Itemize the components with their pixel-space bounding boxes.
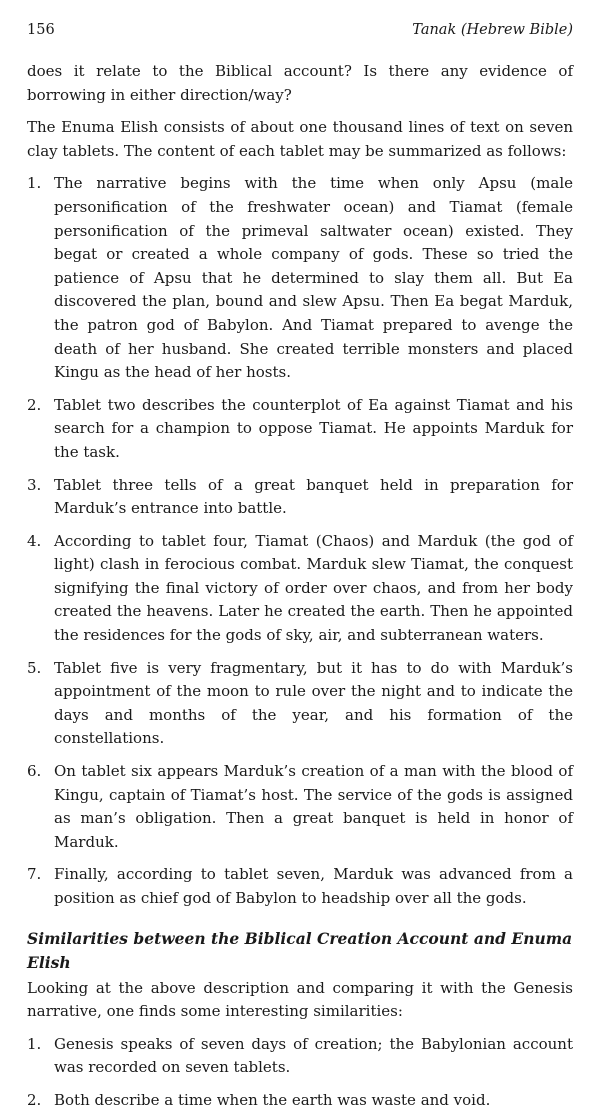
item-text: Genesis speaks of seven days of creation; the Babylonian account was recorded on seven tablets. [54,1034,573,1077]
item-text: Finally, according to tablet seven, Marduk was advanced from a position as chief god of Babylon to headship over all the gods. [54,865,573,907]
item-text: On tablet six appears Marduk’s creation of a man with the blood of Kingu, captain of Tiamat’s host. The service of the gods is assigned as man’s obligation. Then a great banquet is held in honor of Marduk. [54,762,573,851]
similarity-item-2 [27,1089,573,1113]
item-number: 1. [27,1034,42,1053]
item-number: 5. [27,658,42,677]
item-text: Tablet two describes the counterplot of Ea against Tiamat and his search for a champion to oppose Tiamat. He appoints Marduk for the task. [54,395,573,461]
item-number: 2. [27,1090,42,1109]
item-number: 4. [27,531,42,550]
item-number: 2. [27,395,42,414]
similarities-list [27,1033,573,1113]
item-text: Tablet three tells of a great banquet held in preparation for Marduk’s entrance into battle. [54,475,573,518]
tablet-item-6 [27,760,573,854]
section-intro-paragraph: Looking at the above description and comparing it with the Genesis narrative, one finds some interesting similarities: [27,978,573,1021]
running-head [27,22,573,46]
tablet-item-2 [27,394,573,465]
item-number: 6. [27,762,42,781]
item-number: 7. [27,865,42,884]
item-number: 1. [27,174,42,193]
similarity-item-1 [27,1033,573,1080]
item-number: 3. [27,475,42,494]
item-text: Tablet five is very fragmentary, but it has to do with Marduk’s appointment of the moon to rule over the night and to indicate the days and months of the year, and his formation of the constellations. [54,658,573,748]
tablet-list [27,172,573,910]
intro-paragraph-1: does it relate to the Biblical account? Is there any evidence of borrowing in either direction/way? [27,62,573,104]
section-heading: Similarities between the Biblical Creation Account and Enuma Elish [27,928,573,972]
intro-paragraph-2: The Enuma Elish consists of about one thousand lines of text on seven clay tablets. The content of each tablet may be summarized as follows: [27,118,573,160]
page-number: 156 [27,22,55,38]
tablet-item-7 [27,863,573,910]
body-text [27,60,573,1113]
tablet-item-4 [27,530,573,648]
item-text: Both describe a time when the earth was waste and void. [54,1090,491,1109]
item-text: The narrative begins with the time when only Apsu (male personification of the freshwater ocean) and Tiamat (female personification of the primeval saltwater ocean) existed. They begat or created a whole company of gods. These so tried the patience of Apsu that he determined to slay them all. But Ea discovered the plan, bound and slew Apsu. Then Ea begat Marduk, the patron god of Babylon. And Tiamat prepared to avenge the death of her husband. She created terrible monsters and placed Kingu as the head of her hosts. [54,174,573,382]
item-text: According to tablet four, Tiamat (Chaos) and Marduk (the god of light) clash in ferocious combat. Marduk slew Tiamat, the conquest signifying the final victory of order over chaos, and from her body created the heavens. Later he created the earth. Then he appointed the residences for the gods of sky, air, and subterranean waters. [54,531,573,645]
tablet-item-5 [27,657,573,751]
running-title: Tanak (Hebrew Bible) [412,22,573,38]
tablet-item-1 [27,172,573,384]
tablet-item-3 [27,474,573,521]
